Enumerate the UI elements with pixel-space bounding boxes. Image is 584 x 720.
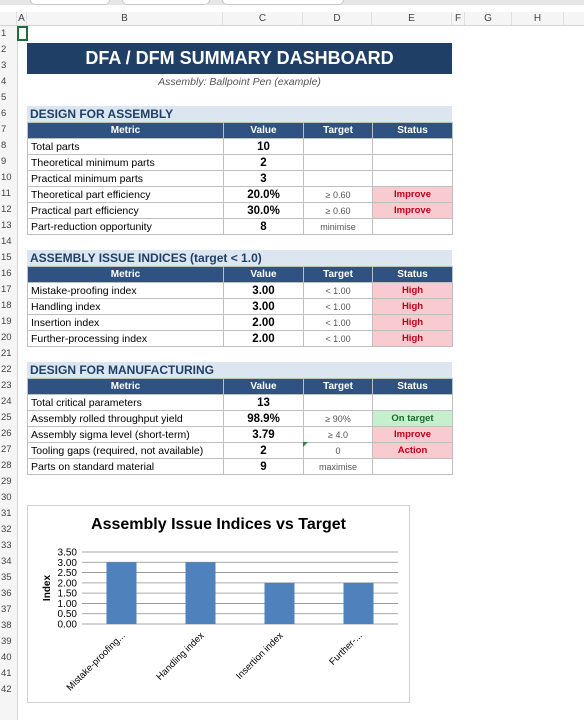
row-header[interactable]: 13 bbox=[1, 220, 12, 231]
y-tick-label: 2.00 bbox=[57, 578, 77, 590]
y-tick-label: 1.00 bbox=[57, 598, 77, 610]
row-header[interactable]: 20 bbox=[1, 332, 12, 343]
row-header[interactable]: 15 bbox=[1, 252, 12, 263]
row-header[interactable]: 7 bbox=[1, 124, 7, 135]
cell-status[interactable]: High bbox=[373, 315, 453, 331]
bar bbox=[106, 562, 136, 624]
dfa-table-body bbox=[28, 139, 453, 235]
cell-target[interactable]: ≥ 0.60 bbox=[304, 203, 373, 219]
issue-indices-table bbox=[27, 266, 453, 347]
row-header[interactable]: 28 bbox=[1, 460, 12, 471]
cell-metric[interactable]: Total critical parameters bbox=[28, 395, 224, 411]
row-header[interactable]: 17 bbox=[1, 284, 12, 295]
x-tick-label: Handling index bbox=[154, 630, 207, 683]
cell-target[interactable]: < 1.00 bbox=[304, 283, 373, 299]
header-target[interactable]: Target bbox=[304, 123, 373, 139]
cell-status[interactable]: Improve bbox=[373, 427, 453, 443]
row-header[interactable]: 26 bbox=[1, 428, 12, 439]
sheet-tab[interactable] bbox=[222, 0, 344, 5]
cell-target[interactable]: ≥ 90% bbox=[304, 411, 373, 427]
table-header-row bbox=[28, 267, 453, 283]
cell-status[interactable] bbox=[373, 171, 453, 187]
y-axis-label: Index bbox=[42, 574, 53, 602]
section-title-issue-indices: ASSEMBLY ISSUE INDICES (target < 1.0) bbox=[27, 250, 452, 266]
section-title-dfa: DESIGN FOR ASSEMBLY bbox=[27, 106, 452, 122]
cell-value[interactable]: 3.00 bbox=[224, 299, 304, 315]
row-header[interactable]: 1 bbox=[1, 28, 7, 39]
cell-value[interactable]: 3.79 bbox=[224, 427, 304, 443]
cell-target[interactable]: < 1.00 bbox=[304, 331, 373, 347]
table-row bbox=[28, 443, 453, 459]
header-target[interactable]: Target bbox=[304, 379, 373, 395]
cell-target[interactable] bbox=[304, 139, 373, 155]
cell-value[interactable]: 3 bbox=[224, 171, 304, 187]
cell-value[interactable]: 10 bbox=[224, 139, 304, 155]
column-header-bar bbox=[0, 12, 584, 26]
table-row bbox=[28, 331, 453, 347]
row-header[interactable]: 23 bbox=[1, 380, 12, 391]
row-header[interactable]: 30 bbox=[1, 492, 12, 503]
bar bbox=[343, 583, 373, 624]
chart-title: Assembly Issue Indices vs Target bbox=[91, 516, 346, 533]
row-header[interactable]: 31 bbox=[1, 508, 12, 519]
row-header[interactable]: 32 bbox=[1, 524, 12, 535]
header-status[interactable]: Status bbox=[373, 123, 453, 139]
cell-status[interactable]: High bbox=[373, 331, 453, 347]
cell-target[interactable]: ≥ 0.60 bbox=[304, 187, 373, 203]
row-header[interactable]: 33 bbox=[1, 540, 12, 551]
cell-metric[interactable]: Insertion index bbox=[28, 315, 224, 331]
cell-value[interactable]: 8 bbox=[224, 219, 304, 235]
table-header-row bbox=[28, 123, 453, 139]
table-row bbox=[28, 427, 453, 443]
y-tick-label: 3.50 bbox=[57, 547, 77, 559]
table-row bbox=[28, 139, 453, 155]
table-row bbox=[28, 283, 453, 299]
cell-status[interactable]: High bbox=[373, 299, 453, 315]
cell-status[interactable] bbox=[373, 155, 453, 171]
header-target[interactable]: Target bbox=[304, 267, 373, 283]
row-header[interactable]: 24 bbox=[1, 396, 12, 407]
chart-plot-area bbox=[28, 506, 409, 702]
x-tick-label: Mistake-proofing... bbox=[64, 630, 128, 694]
row-header[interactable]: 27 bbox=[1, 444, 12, 455]
column-header-f[interactable]: F bbox=[452, 12, 465, 25]
cell-status[interactable] bbox=[373, 395, 453, 411]
x-tick-label: Further-... bbox=[327, 630, 365, 668]
row-header[interactable]: 22 bbox=[1, 364, 12, 375]
header-metric[interactable]: Metric bbox=[28, 123, 224, 139]
column-header-d[interactable]: D bbox=[303, 12, 372, 25]
sheet-tab[interactable] bbox=[122, 0, 210, 5]
cell-metric[interactable]: Practical minimum parts bbox=[28, 171, 224, 187]
row-header[interactable]: 40 bbox=[1, 652, 12, 663]
dfm-table bbox=[27, 378, 453, 475]
cell-status[interactable]: On target bbox=[373, 411, 453, 427]
cell-status[interactable]: Improve bbox=[373, 187, 453, 203]
cell-target[interactable] bbox=[304, 155, 373, 171]
sheet-tab[interactable] bbox=[30, 0, 110, 5]
row-header[interactable]: 21 bbox=[1, 348, 12, 359]
y-tick-label: 3.00 bbox=[57, 557, 77, 569]
row-header[interactable]: 5 bbox=[1, 92, 7, 103]
cell-metric[interactable]: Tooling gaps (required, not available) bbox=[28, 443, 224, 459]
cell-value[interactable]: 2 bbox=[224, 155, 304, 171]
cell-status[interactable]: Improve bbox=[373, 203, 453, 219]
cell-value[interactable]: 2.00 bbox=[224, 315, 304, 331]
row-header[interactable]: 14 bbox=[1, 236, 12, 247]
cell-value[interactable]: 2.00 bbox=[224, 331, 304, 347]
table-header-row bbox=[28, 379, 453, 395]
y-tick-label: 0.50 bbox=[57, 609, 77, 621]
cell-metric[interactable]: Practical part efficiency bbox=[28, 203, 224, 219]
dfm-table-body bbox=[28, 395, 453, 475]
select-all-corner[interactable] bbox=[0, 12, 17, 25]
cell-value[interactable]: 3.00 bbox=[224, 283, 304, 299]
cell-target[interactable]: < 1.00 bbox=[304, 299, 373, 315]
table-row bbox=[28, 299, 453, 315]
row-header[interactable]: 37 bbox=[1, 604, 12, 615]
cell-value[interactable]: 20.0% bbox=[224, 187, 304, 203]
y-tick-label: 0.00 bbox=[57, 619, 77, 631]
cell-value[interactable]: 30.0% bbox=[224, 203, 304, 219]
row-header[interactable]: 6 bbox=[1, 108, 7, 119]
header-status[interactable]: Status bbox=[373, 267, 453, 283]
table-row bbox=[28, 411, 453, 427]
section-title-dfm: DESIGN FOR MANUFACTURING bbox=[27, 362, 452, 378]
cell-metric[interactable]: Assembly rolled throughput yield bbox=[28, 411, 224, 427]
active-cell-cursor[interactable] bbox=[17, 26, 28, 41]
cell-status[interactable]: Action bbox=[373, 443, 453, 459]
y-tick-label: 2.50 bbox=[57, 568, 77, 580]
cell-target[interactable]: ≥ 4.0 bbox=[304, 427, 373, 443]
cell-status[interactable] bbox=[373, 459, 453, 475]
header-metric[interactable]: Metric bbox=[28, 267, 224, 283]
cell-target[interactable] bbox=[304, 395, 373, 411]
row-header[interactable]: 16 bbox=[1, 268, 12, 279]
dfa-table bbox=[27, 122, 453, 235]
cell-metric[interactable]: Part-reduction opportunity bbox=[28, 219, 224, 235]
cell-status[interactable]: High bbox=[373, 283, 453, 299]
row-header[interactable]: 38 bbox=[1, 620, 12, 631]
row-header[interactable]: 11 bbox=[1, 188, 11, 199]
cell-target[interactable]: minimise bbox=[304, 219, 373, 235]
x-tick-label: Insertion index bbox=[234, 630, 286, 682]
issue-indices-table-body bbox=[28, 283, 453, 347]
cell-value[interactable]: 9 bbox=[224, 459, 304, 475]
cell-value[interactable]: 13 bbox=[224, 395, 304, 411]
cell-value[interactable]: 2 bbox=[224, 443, 304, 459]
row-header[interactable]: 25 bbox=[1, 412, 12, 423]
row-header[interactable]: 35 bbox=[1, 572, 12, 583]
row-header[interactable]: 34 bbox=[1, 556, 12, 567]
issue-indices-chart[interactable] bbox=[27, 505, 410, 703]
table-row bbox=[28, 315, 453, 331]
column-header-g[interactable]: G bbox=[465, 12, 512, 25]
cell-status[interactable] bbox=[373, 139, 453, 155]
row-header[interactable]: 39 bbox=[1, 636, 12, 647]
row-header[interactable]: 42 bbox=[1, 684, 12, 695]
dashboard-title: DFA / DFM SUMMARY DASHBOARD bbox=[27, 43, 452, 74]
cell-target[interactable]: < 1.00 bbox=[304, 315, 373, 331]
row-header[interactable]: 8 bbox=[1, 140, 7, 151]
table-row bbox=[28, 155, 453, 171]
header-metric[interactable]: Metric bbox=[28, 379, 224, 395]
row-header[interactable]: 4 bbox=[1, 76, 7, 87]
row-header[interactable]: 41 bbox=[1, 668, 12, 679]
cell-metric[interactable]: Handling index bbox=[28, 299, 224, 315]
row-header[interactable]: 2 bbox=[1, 44, 7, 55]
cell-metric[interactable]: Mistake-proofing index bbox=[28, 283, 224, 299]
cell-value[interactable]: 98.9% bbox=[224, 411, 304, 427]
cell-status[interactable] bbox=[373, 219, 453, 235]
row-header[interactable]: 3 bbox=[1, 60, 7, 71]
table-row bbox=[28, 187, 453, 203]
table-row bbox=[28, 395, 453, 411]
row-header[interactable]: 29 bbox=[1, 476, 12, 487]
cell-metric[interactable]: Theoretical minimum parts bbox=[28, 155, 224, 171]
row-header[interactable]: 12 bbox=[1, 204, 12, 215]
cell-target[interactable]: 0 bbox=[304, 443, 373, 459]
cell-note-indicator-icon[interactable] bbox=[303, 442, 308, 447]
bar bbox=[185, 562, 215, 624]
row-header[interactable]: 9 bbox=[1, 156, 7, 167]
table-row bbox=[28, 203, 453, 219]
column-header-a[interactable]: A bbox=[17, 12, 27, 25]
table-row bbox=[28, 219, 453, 235]
column-header-c[interactable]: C bbox=[223, 12, 303, 25]
cell-target[interactable] bbox=[304, 171, 373, 187]
column-header-h[interactable]: H bbox=[512, 12, 564, 25]
cell-target[interactable]: maximise bbox=[304, 459, 373, 475]
cell-metric[interactable]: Total parts bbox=[28, 139, 224, 155]
column-header-b[interactable]: B bbox=[27, 12, 223, 25]
cell-metric[interactable]: Parts on standard material bbox=[28, 459, 224, 475]
y-tick-label: 1.50 bbox=[57, 588, 77, 600]
cell-metric[interactable]: Assembly sigma level (short-term) bbox=[28, 427, 224, 443]
sheet-tab-strip bbox=[0, 0, 584, 5]
header-value[interactable]: Value bbox=[224, 267, 304, 283]
row-header[interactable]: 10 bbox=[1, 172, 12, 183]
row-header[interactable]: 18 bbox=[1, 300, 12, 311]
header-status[interactable]: Status bbox=[373, 379, 453, 395]
row-header[interactable]: 36 bbox=[1, 588, 12, 599]
dashboard-subtitle: Assembly: Ballpoint Pen (example) bbox=[158, 76, 321, 88]
header-value[interactable]: Value bbox=[224, 123, 304, 139]
header-value[interactable]: Value bbox=[224, 379, 304, 395]
column-header-e[interactable]: E bbox=[372, 12, 452, 25]
bar bbox=[264, 583, 294, 624]
table-row bbox=[28, 171, 453, 187]
cell-metric[interactable]: Further-processing index bbox=[28, 331, 224, 347]
cell-metric[interactable]: Theoretical part efficiency bbox=[28, 187, 224, 203]
row-header-bar bbox=[0, 26, 18, 720]
row-header[interactable]: 19 bbox=[1, 316, 12, 327]
table-row bbox=[28, 459, 453, 475]
